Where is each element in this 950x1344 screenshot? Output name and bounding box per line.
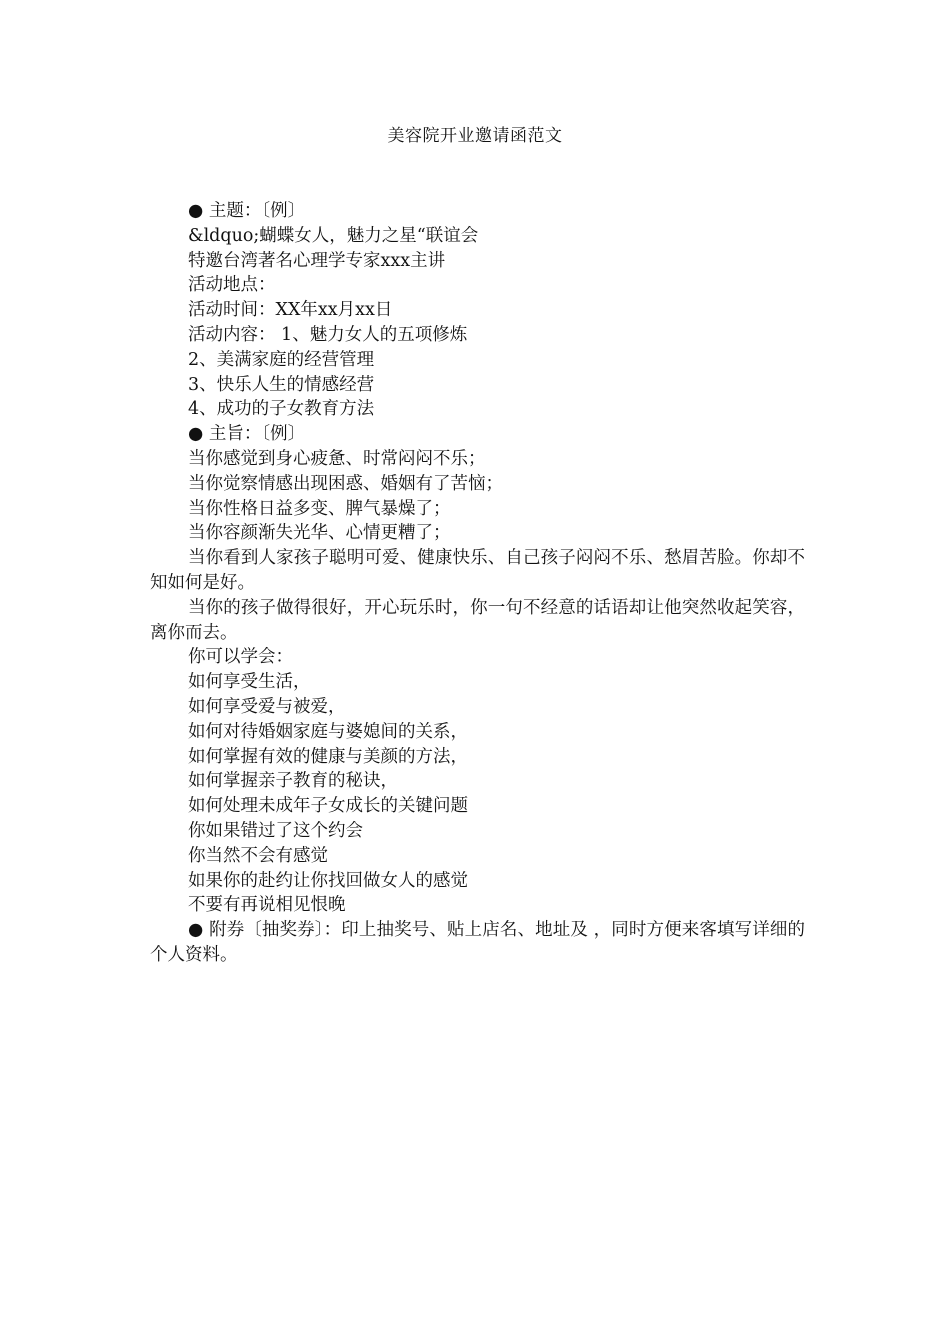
closing-line-3: 如果你的赴约让你找回做女人的感觉 xyxy=(188,870,468,891)
purpose-line: ● 主旨：〔例〕 xyxy=(188,424,306,445)
learn-item-4: 如何掌握有效的健康与美颜的方法， xyxy=(188,746,468,767)
document-title: 美容院开业邀请函范文 xyxy=(387,126,563,146)
content-item-3: 3、快乐人生的情感经营 xyxy=(188,374,375,395)
content-line: 活动内容： 1、魅力女人的五项修炼 xyxy=(188,324,468,345)
closing-line-2: 你当然不会有感觉 xyxy=(188,845,328,866)
document-body xyxy=(150,199,805,968)
learn-item-5: 如何掌握亲子教育的秘诀， xyxy=(188,771,398,792)
closing-line-1: 你如果错过了这个约会 xyxy=(188,820,363,841)
purpose-paragraph-1: 当你看到人家孩子聪明可爱、健康快乐、自己孩子闷闷不乐、愁眉苦脸。你却不知如何是好。 xyxy=(150,548,805,593)
learn-item-3: 如何对待婚姻家庭与婆媳间的关系， xyxy=(188,721,468,742)
learn-heading: 你可以学会： xyxy=(188,647,293,668)
event-name-line: &ldquo;蝴蝶女人，魅力之星“联谊会 xyxy=(188,225,479,246)
coupon-paragraph: ● 附券〔抽奖券〕：印上抽奖号、贴上店名、地址及 ，同时方便来客填写详细的个人资料。 xyxy=(150,920,805,965)
purpose-paragraph-2: 当你的孩子做得很好，开心玩乐时，你一句不经意的话语却让他突然收起笑容，离你而去。 xyxy=(150,597,805,643)
purpose-item-4: 当你容颜渐失光华、心情更糟了； xyxy=(188,523,451,544)
content-item-2: 2、美满家庭的经营管理 xyxy=(188,349,375,370)
learn-item-6: 如何处理未成年子女成长的关键问题 xyxy=(188,796,468,817)
speaker-line: 特邀台湾著名心理学专家xxx主讲 xyxy=(188,250,446,271)
purpose-item-1: 当你感觉到身心疲惫、时常闷闷不乐； xyxy=(188,448,486,469)
purpose-item-3: 当你性格日益多变、脾气暴燥了； xyxy=(188,498,451,519)
location-line: 活动地点： xyxy=(188,275,276,296)
learn-item-2: 如何享受爱与被爱， xyxy=(188,696,346,717)
content-item-4: 4、成功的子女教育方法 xyxy=(188,399,375,420)
topic-line: ● 主题：〔例〕 xyxy=(188,201,306,221)
time-line: 活动时间：XX年xx月xx日 xyxy=(188,300,393,321)
learn-item-1: 如何享受生活， xyxy=(188,672,311,693)
closing-line-4: 不要有再说相见恨晚 xyxy=(188,895,346,916)
purpose-item-2: 当你觉察情感出现困惑、婚姻有了苦恼； xyxy=(188,473,503,494)
